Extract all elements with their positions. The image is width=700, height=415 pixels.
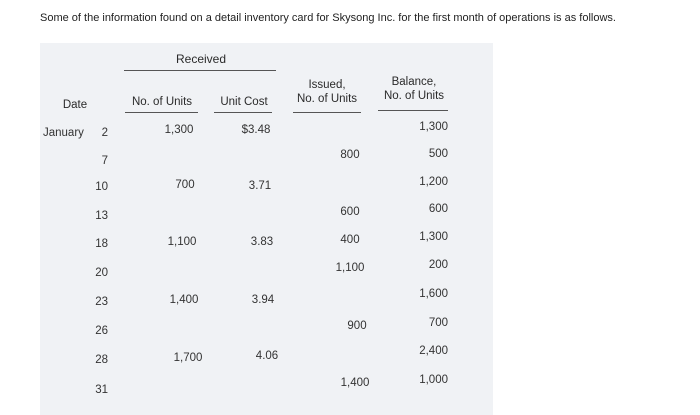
row-balance: 600 <box>428 203 448 215</box>
row-day: 13 <box>95 210 108 222</box>
row-balance: 1,600 <box>419 288 448 300</box>
row-day: 26 <box>95 325 108 337</box>
month-label: January <box>43 127 84 139</box>
received-units-rule <box>125 112 198 113</box>
balance-header <box>378 75 450 103</box>
row-issued: 1,400 <box>340 377 370 389</box>
row-unit-cost: 3.83 <box>250 236 274 248</box>
row-day: 23 <box>95 296 108 308</box>
row-day: 28 <box>95 354 108 366</box>
row-day: 20 <box>95 267 108 279</box>
received-group-header: Received <box>176 52 227 66</box>
unit-cost-header: Unit Cost <box>220 96 268 108</box>
row-issued: 1,100 <box>335 262 365 274</box>
received-units-header: No. of Units <box>131 96 193 108</box>
row-received-units: 1,100 <box>167 236 197 248</box>
issued-rule <box>293 112 361 113</box>
table-panel-right <box>493 43 700 415</box>
row-balance: 1,000 <box>419 374 448 386</box>
row-balance: 1,300 <box>419 231 448 243</box>
row-balance: 700 <box>428 317 448 329</box>
unit-cost-rule <box>214 112 272 113</box>
issued-header-line2: No. of Units <box>296 93 358 105</box>
row-unit-cost: 3.94 <box>251 294 275 306</box>
row-received-units: 700 <box>175 179 195 191</box>
row-unit-cost: 3.71 <box>248 180 272 192</box>
row-issued: 800 <box>340 149 360 161</box>
intro-text: Some of the information found on a detail inventory card for Skysong Inc. for the first month of operations is as follows. <box>40 12 616 24</box>
row-received-units: 1,400 <box>169 294 199 306</box>
row-issued: 400 <box>340 234 360 246</box>
row-balance: 2,400 <box>419 345 448 357</box>
row-issued: 600 <box>340 206 360 218</box>
row-received-units: 1,700 <box>173 352 203 364</box>
row-received-units: 1,300 <box>164 124 194 136</box>
received-group-rule <box>124 70 276 71</box>
row-balance: 500 <box>428 148 448 160</box>
balance-rule <box>378 110 448 111</box>
balance-header-line2: No. of Units <box>383 90 445 102</box>
issued-header-line1: Issued, <box>308 79 346 91</box>
row-day: 10 <box>95 181 108 193</box>
row-balance: 1,300 <box>419 121 448 133</box>
row-unit-cost: 4.06 <box>255 350 279 362</box>
row-balance: 1,200 <box>419 176 448 188</box>
row-day: 18 <box>95 238 108 250</box>
row-issued: 900 <box>347 320 367 332</box>
row-day: 2 <box>101 127 108 139</box>
row-balance: 200 <box>428 259 448 271</box>
row-unit-cost: $3.48 <box>241 124 271 136</box>
balance-header-line1: Balance, <box>391 76 437 88</box>
row-day: 7 <box>101 155 108 167</box>
row-day: 31 <box>95 384 108 396</box>
date-header: Date <box>62 99 88 111</box>
issued-header <box>291 78 363 106</box>
